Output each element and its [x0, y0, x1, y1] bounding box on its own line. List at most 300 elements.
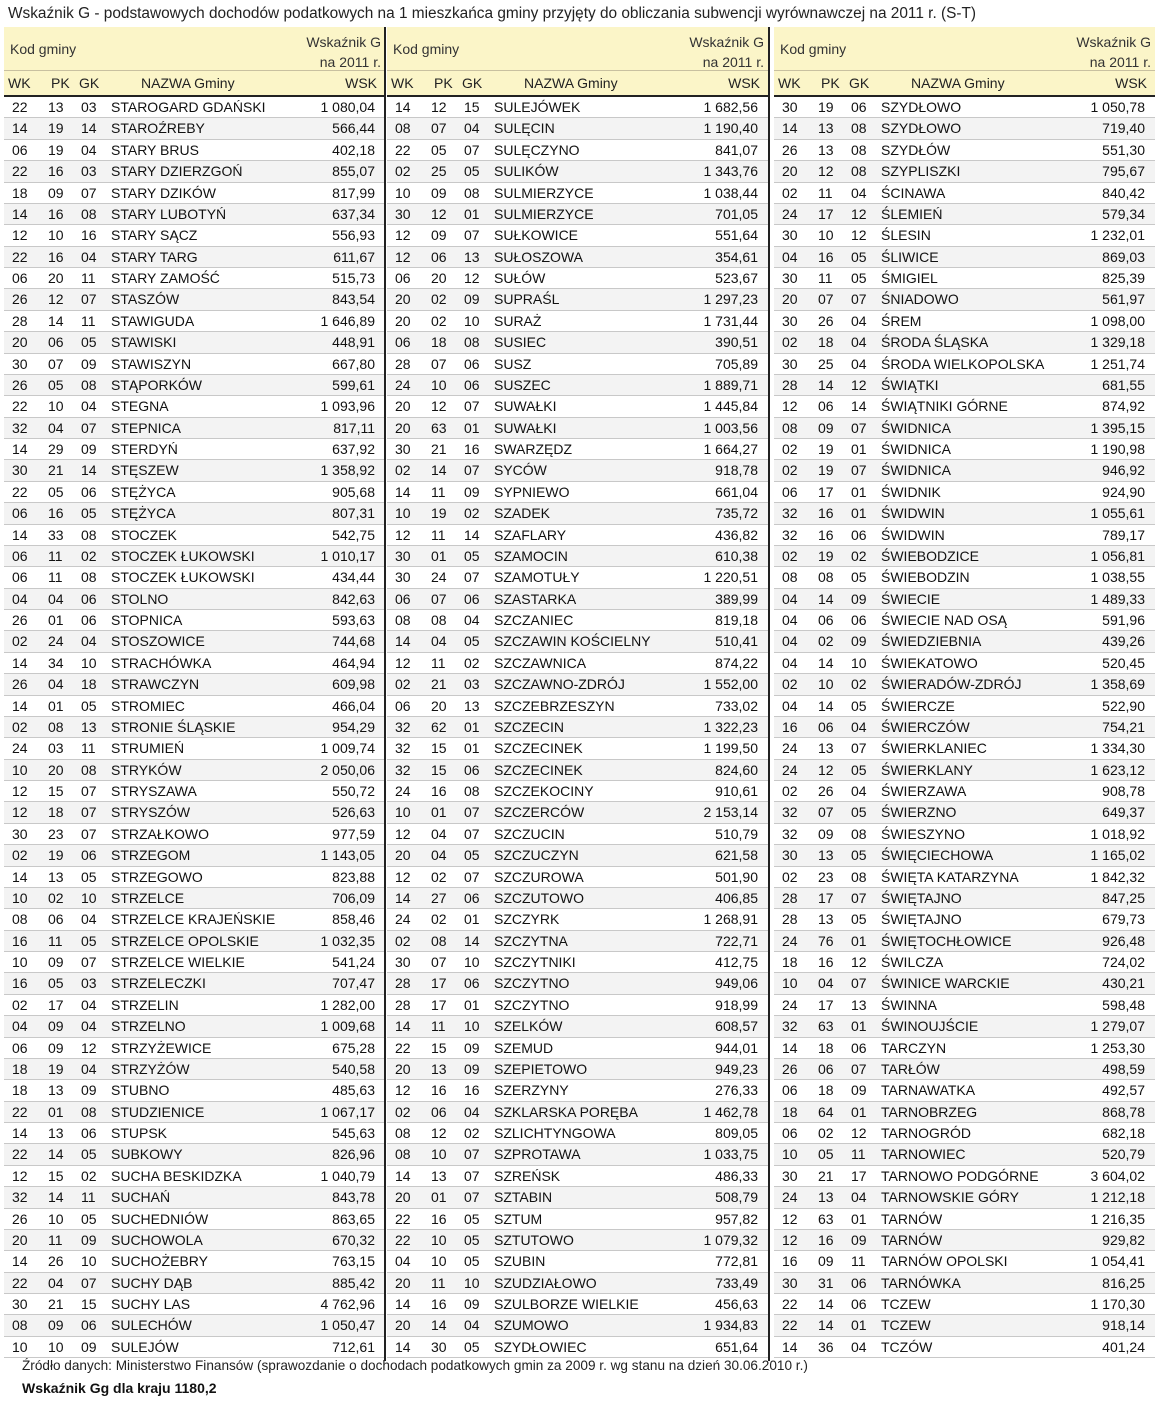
row-pk: 02 [48, 889, 64, 906]
row-pk: 14 [431, 1317, 447, 1334]
row-wk: 20 [12, 1231, 28, 1248]
row-pk: 13 [818, 740, 834, 757]
table-row [774, 909, 1155, 930]
row-pk: 02 [431, 911, 447, 928]
row-gk: 12 [851, 205, 867, 222]
row-pk: 14 [818, 697, 834, 714]
row-pk: 21 [818, 1167, 834, 1184]
table-row [4, 97, 385, 118]
row-pk: 11 [48, 547, 63, 564]
row-name: STASZÓW [111, 291, 180, 308]
table-row [387, 1059, 768, 1080]
row-wk: 02 [395, 163, 411, 180]
row-wsk: 1 279,07 [1090, 1018, 1145, 1035]
row-wk: 26 [12, 676, 28, 693]
row-wsk: 817,11 [333, 419, 375, 436]
row-gk: 04 [851, 718, 867, 735]
table-row [774, 631, 1155, 652]
header-divider [774, 70, 1155, 71]
row-pk: 16 [48, 205, 64, 222]
row-pk: 10 [431, 1253, 447, 1270]
row-wsk: 809,05 [715, 1125, 758, 1141]
row-name: ŚNIADOWO [881, 291, 959, 308]
table-row [4, 1166, 385, 1187]
row-pk: 14 [818, 1317, 834, 1334]
row-wk: 30 [782, 270, 798, 286]
row-pk: 01 [48, 697, 64, 714]
table-row [774, 1294, 1155, 1315]
row-pk: 16 [818, 954, 834, 970]
table-row [774, 1038, 1155, 1059]
row-gk: 17 [851, 1167, 867, 1184]
table-row [387, 204, 768, 225]
row-wk: 28 [12, 312, 28, 329]
row-name: TCZÓW [881, 1338, 933, 1355]
table-row [387, 332, 768, 353]
row-wsk: 501,90 [715, 868, 758, 885]
row-name: SZEPIETOWO [494, 1060, 588, 1077]
row-gk: 07 [464, 569, 480, 586]
row-wk: 16 [12, 932, 28, 949]
table-row [387, 1016, 768, 1037]
table-row [774, 973, 1155, 994]
row-pk: 17 [818, 205, 834, 222]
row-gk: 03 [81, 99, 97, 115]
row-name: STRZEGOM [111, 847, 191, 864]
row-pk: 07 [431, 954, 447, 970]
row-wk: 30 [782, 1274, 798, 1291]
row-wsk: 1 552,00 [703, 676, 758, 693]
row-gk: 07 [851, 975, 867, 992]
row-name: SUCHEDNIÓW [111, 1210, 209, 1227]
row-wsk: 825,39 [1102, 270, 1145, 286]
row-wsk: 733,02 [715, 697, 758, 714]
row-name: SZCZAWIN KOŚCIELNY [494, 633, 651, 650]
row-gk: 04 [851, 1338, 867, 1355]
row-wk: 30 [395, 547, 411, 564]
row-gk: 08 [851, 825, 867, 842]
row-gk: 05 [81, 868, 97, 885]
row-wk: 22 [12, 1103, 28, 1120]
row-name: SZCZUROWA [494, 868, 584, 885]
row-pk: 16 [48, 163, 64, 180]
row-wk: 16 [782, 718, 798, 735]
table-row [774, 1102, 1155, 1123]
row-gk: 01 [851, 932, 867, 949]
table-row [387, 161, 768, 182]
row-wk: 14 [12, 1125, 28, 1141]
row-gk: 03 [464, 676, 480, 693]
row-wk: 30 [782, 312, 798, 329]
row-name: ŚWIDWIN [881, 526, 945, 543]
row-wsk: 722,71 [715, 932, 758, 949]
row-pk: 12 [431, 99, 447, 115]
row-gk: 08 [81, 376, 97, 393]
row-name: SZASTARKA [494, 590, 577, 607]
row-wk: 30 [12, 462, 28, 479]
row-wk: 32 [782, 505, 798, 522]
row-wk: 24 [782, 761, 798, 778]
table-row [387, 1294, 768, 1315]
row-wk: 14 [395, 1018, 411, 1035]
header-wk: WK [8, 75, 31, 91]
row-name: SZYPLISZKI [881, 163, 961, 180]
row-name: STĘSZEW [111, 462, 179, 479]
table-row [387, 696, 768, 717]
table-row [4, 140, 385, 161]
row-pk: 26 [48, 1253, 64, 1270]
row-wk: 14 [12, 654, 28, 671]
row-wk: 02 [782, 676, 798, 693]
table-row [4, 995, 385, 1016]
row-wsk: 1 216,35 [1090, 1210, 1145, 1227]
row-gk: 07 [81, 954, 97, 970]
row-wsk: 705,89 [715, 355, 758, 372]
row-name: STRZELCE KRAJEŃSKIE [111, 911, 276, 928]
row-gk: 16 [464, 441, 480, 457]
table-row [387, 1080, 768, 1101]
row-wsk: 1 170,30 [1090, 1296, 1145, 1312]
row-wk: 02 [782, 334, 798, 351]
row-wsk: 498,59 [1102, 1060, 1145, 1077]
row-pk: 12 [431, 205, 447, 222]
row-wk: 10 [12, 954, 28, 970]
row-pk: 06 [431, 1103, 447, 1120]
row-gk: 02 [81, 547, 97, 564]
row-pk: 17 [818, 483, 834, 500]
row-pk: 20 [431, 270, 447, 286]
row-pk: 08 [818, 569, 834, 586]
row-name: SZUMOWO [494, 1317, 569, 1334]
row-name: SZCZYTNA [494, 932, 568, 949]
row-name: ŚWIDNICA [881, 441, 951, 457]
row-wk: 26 [782, 141, 798, 158]
row-pk: 02 [431, 868, 447, 885]
row-pk: 64 [818, 1103, 834, 1120]
row-wsk: 651,64 [715, 1338, 758, 1355]
table-row [774, 204, 1155, 225]
row-wsk: 402,18 [332, 141, 375, 158]
row-name: STĘŻYCA [111, 505, 176, 522]
row-wsk: 485,63 [332, 1082, 375, 1099]
row-wk: 32 [395, 761, 411, 778]
table-row [4, 1187, 385, 1208]
row-wk: 24 [782, 205, 798, 222]
row-wk: 22 [12, 99, 28, 115]
table-row [4, 760, 385, 781]
table-row [4, 867, 385, 888]
row-wsk: 824,60 [715, 761, 758, 778]
row-name: SULĘCIN [494, 120, 555, 137]
row-wk: 04 [782, 633, 798, 650]
row-wsk: 1 232,01 [1090, 227, 1145, 244]
row-name: STRYKÓW [111, 761, 182, 778]
table-row [4, 1315, 385, 1336]
table-row [387, 631, 768, 652]
row-gk: 09 [851, 590, 867, 607]
row-gk: 10 [851, 654, 867, 671]
row-pk: 01 [431, 1189, 447, 1206]
row-name: STRZYŻEWICE [111, 1039, 212, 1056]
row-wk: 24 [395, 911, 411, 928]
row-wsk: 1 282,00 [320, 996, 375, 1013]
row-name: ŚRODA WIELKOPOLSKA [881, 355, 1045, 372]
table-row [387, 311, 768, 332]
row-pk: 02 [818, 633, 834, 650]
table-row [774, 354, 1155, 375]
row-wsk: 610,38 [715, 547, 758, 564]
row-wsk: 1 056,81 [1090, 547, 1145, 564]
table-row [774, 482, 1155, 503]
table-row [774, 268, 1155, 289]
row-wsk: 1 038,55 [1090, 569, 1145, 586]
row-pk: 16 [818, 1231, 834, 1248]
row-pk: 21 [48, 1296, 64, 1312]
row-wsk: 855,07 [332, 163, 375, 180]
row-wk: 12 [395, 825, 411, 842]
row-wk: 30 [395, 441, 411, 457]
row-pk: 06 [431, 248, 447, 265]
row-gk: 14 [81, 120, 97, 137]
table-row [774, 225, 1155, 246]
row-gk: 05 [464, 1231, 480, 1248]
row-wk: 02 [395, 932, 411, 949]
table-row [387, 289, 768, 310]
row-name: ŚWIERZAWA [881, 783, 967, 799]
table-row [4, 375, 385, 396]
row-pk: 14 [818, 376, 834, 393]
row-name: SZCZECINEK [494, 761, 583, 778]
row-name: STRZELECZKI [111, 975, 206, 992]
row-wk: 10 [12, 889, 28, 906]
row-pk: 11 [818, 270, 833, 286]
row-wk: 18 [12, 1082, 28, 1099]
table-row [774, 1230, 1155, 1251]
row-wsk: 816,25 [1102, 1274, 1145, 1291]
table-row [4, 824, 385, 845]
row-wsk: 598,48 [1102, 996, 1145, 1013]
row-gk: 04 [464, 612, 480, 628]
row-pk: 14 [818, 654, 834, 671]
table-row [774, 1209, 1155, 1230]
row-name: SUŁOSZOWA [494, 248, 583, 265]
row-pk: 36 [818, 1338, 834, 1355]
row-wsk: 670,32 [332, 1231, 375, 1248]
row-pk: 04 [818, 975, 834, 992]
row-wsk: 390,51 [715, 334, 758, 351]
row-wk: 06 [12, 270, 28, 286]
row-gk: 05 [851, 847, 867, 864]
row-name: SZCZANIEC [494, 612, 574, 628]
row-wk: 12 [395, 868, 411, 885]
row-wsk: 1 033,75 [703, 1146, 758, 1163]
row-wsk: 1 842,32 [1090, 868, 1145, 885]
row-wk: 02 [782, 868, 798, 885]
row-wsk: 863,65 [332, 1210, 375, 1227]
row-name: SULMIERZYCE [494, 184, 594, 201]
row-name: SZCZECIN [494, 718, 564, 735]
row-wsk: 649,37 [1102, 804, 1145, 821]
row-gk: 06 [81, 590, 97, 607]
table-row [4, 973, 385, 994]
row-wsk: 819,18 [715, 612, 758, 628]
row-wsk: 510,79 [715, 825, 758, 842]
row-pk: 16 [48, 505, 64, 522]
row-name: STARY TARG [111, 248, 198, 265]
row-gk: 13 [464, 248, 480, 265]
header-pk: PK [51, 75, 70, 91]
table-row [774, 1273, 1155, 1294]
row-gk: 11 [851, 1253, 866, 1270]
table-row [4, 418, 385, 439]
row-gk: 01 [464, 996, 480, 1013]
row-name: SZCZAWNO-ZDRÓJ [494, 676, 625, 693]
row-pk: 11 [431, 483, 446, 500]
row-pk: 04 [48, 676, 64, 693]
row-name: ŚWIDWIN [881, 505, 945, 522]
table-row [4, 204, 385, 225]
row-pk: 04 [48, 419, 64, 436]
row-wsk: 843,54 [332, 291, 375, 308]
row-name: ŚWIERCZÓW [881, 718, 970, 735]
row-pk: 03 [48, 740, 64, 757]
row-wsk: 1 003,56 [703, 419, 758, 436]
row-name: SZYDŁOWIEC [494, 1338, 587, 1355]
row-pk: 62 [431, 718, 447, 735]
row-name: SZTUTOWO [494, 1231, 574, 1248]
row-name: STUDZIENICE [111, 1103, 205, 1120]
row-gk: 05 [851, 911, 867, 928]
row-wk: 10 [395, 184, 411, 201]
row-wsk: 526,63 [332, 804, 375, 821]
row-pk: 07 [818, 291, 834, 308]
row-gk: 08 [851, 120, 867, 137]
row-wk: 32 [12, 419, 28, 436]
row-pk: 14 [431, 462, 447, 479]
row-gk: 08 [464, 783, 480, 799]
table-row [774, 738, 1155, 759]
table-row [4, 503, 385, 524]
row-name: STARY LUBOTYŃ [111, 205, 227, 222]
row-gk: 15 [81, 1296, 97, 1312]
row-name: SUŁÓW [494, 270, 546, 286]
row-wsk: 1 934,83 [703, 1317, 758, 1334]
row-name: SZCZUTOWO [494, 889, 584, 906]
row-pk: 11 [431, 1018, 446, 1035]
row-pk: 11 [818, 184, 833, 201]
row-pk: 06 [48, 911, 64, 928]
row-wsk: 1 489,33 [1090, 590, 1145, 607]
row-wsk: 1 093,96 [320, 398, 375, 415]
table-row [387, 1209, 768, 1230]
table-row [774, 375, 1155, 396]
row-pk: 05 [48, 376, 64, 393]
row-pk: 05 [48, 975, 64, 992]
table-row [774, 717, 1155, 738]
row-gk: 07 [851, 1060, 867, 1077]
row-pk: 09 [818, 825, 834, 842]
row-wk: 28 [782, 889, 798, 906]
row-pk: 10 [431, 1146, 447, 1163]
row-name: STEPNICA [111, 419, 182, 436]
row-wsk: 712,61 [332, 1338, 375, 1355]
row-name: SYPNIEWO [494, 483, 570, 500]
table-column-1 [4, 27, 385, 1358]
row-name: ŚWIEBODZICE [881, 547, 980, 564]
row-gk: 08 [81, 1103, 97, 1120]
row-name: SZEMUD [494, 1039, 554, 1056]
row-wsk: 448,91 [332, 334, 375, 351]
row-wsk: 545,63 [332, 1125, 375, 1141]
row-wk: 12 [782, 1231, 798, 1248]
row-gk: 11 [81, 270, 96, 286]
row-gk: 05 [464, 1338, 480, 1355]
table-row [774, 1337, 1155, 1358]
row-name: SZCZAWNICA [494, 654, 587, 671]
table-row [4, 1273, 385, 1294]
row-gk: 06 [81, 847, 97, 864]
row-pk: 13 [818, 911, 834, 928]
row-pk: 21 [48, 462, 64, 479]
row-wsk: 389,99 [715, 590, 758, 607]
table-row [387, 1102, 768, 1123]
row-wsk: 1 646,89 [320, 312, 375, 329]
row-gk: 02 [464, 505, 480, 522]
row-gk: 09 [851, 633, 867, 650]
row-pk: 19 [48, 120, 64, 137]
row-wsk: 924,90 [1102, 483, 1145, 500]
row-name: STEGNA [111, 398, 169, 415]
table-row [387, 867, 768, 888]
row-gk: 01 [464, 911, 480, 928]
row-name: SZADEK [494, 505, 551, 522]
row-wsk: 681,55 [1102, 376, 1145, 393]
row-wsk: 637,34 [332, 205, 375, 222]
row-wsk: 1 623,12 [1090, 761, 1145, 778]
row-pk: 19 [48, 1060, 64, 1077]
row-pk: 18 [431, 334, 447, 351]
row-wsk: 3 604,02 [1090, 1167, 1145, 1184]
table-row [387, 1038, 768, 1059]
row-pk: 09 [48, 1018, 64, 1035]
table-row [4, 1337, 385, 1358]
row-gk: 07 [464, 1146, 480, 1163]
table-row [387, 546, 768, 567]
row-wk: 06 [395, 334, 411, 351]
row-pk: 19 [48, 141, 64, 158]
row-wk: 24 [782, 932, 798, 949]
row-wsk: 566,44 [332, 120, 375, 137]
row-wk: 30 [782, 847, 798, 864]
row-gk: 06 [851, 99, 867, 115]
row-wk: 04 [782, 697, 798, 714]
row-wsk: 707,47 [332, 975, 375, 992]
row-name: ŚWIDNIK [881, 483, 941, 500]
header-divider [4, 70, 385, 71]
row-wk: 12 [395, 248, 411, 265]
row-wsk: 551,64 [715, 227, 758, 244]
row-wk: 32 [12, 1189, 28, 1206]
row-name: SZREŃSK [494, 1167, 561, 1184]
row-pk: 05 [431, 141, 447, 158]
row-gk: 10 [464, 1274, 480, 1291]
row-gk: 05 [851, 270, 867, 286]
row-wk: 26 [782, 1060, 798, 1077]
table-row [387, 460, 768, 481]
row-gk: 07 [851, 419, 867, 436]
row-wk: 28 [782, 376, 798, 393]
row-gk: 09 [464, 1060, 480, 1077]
